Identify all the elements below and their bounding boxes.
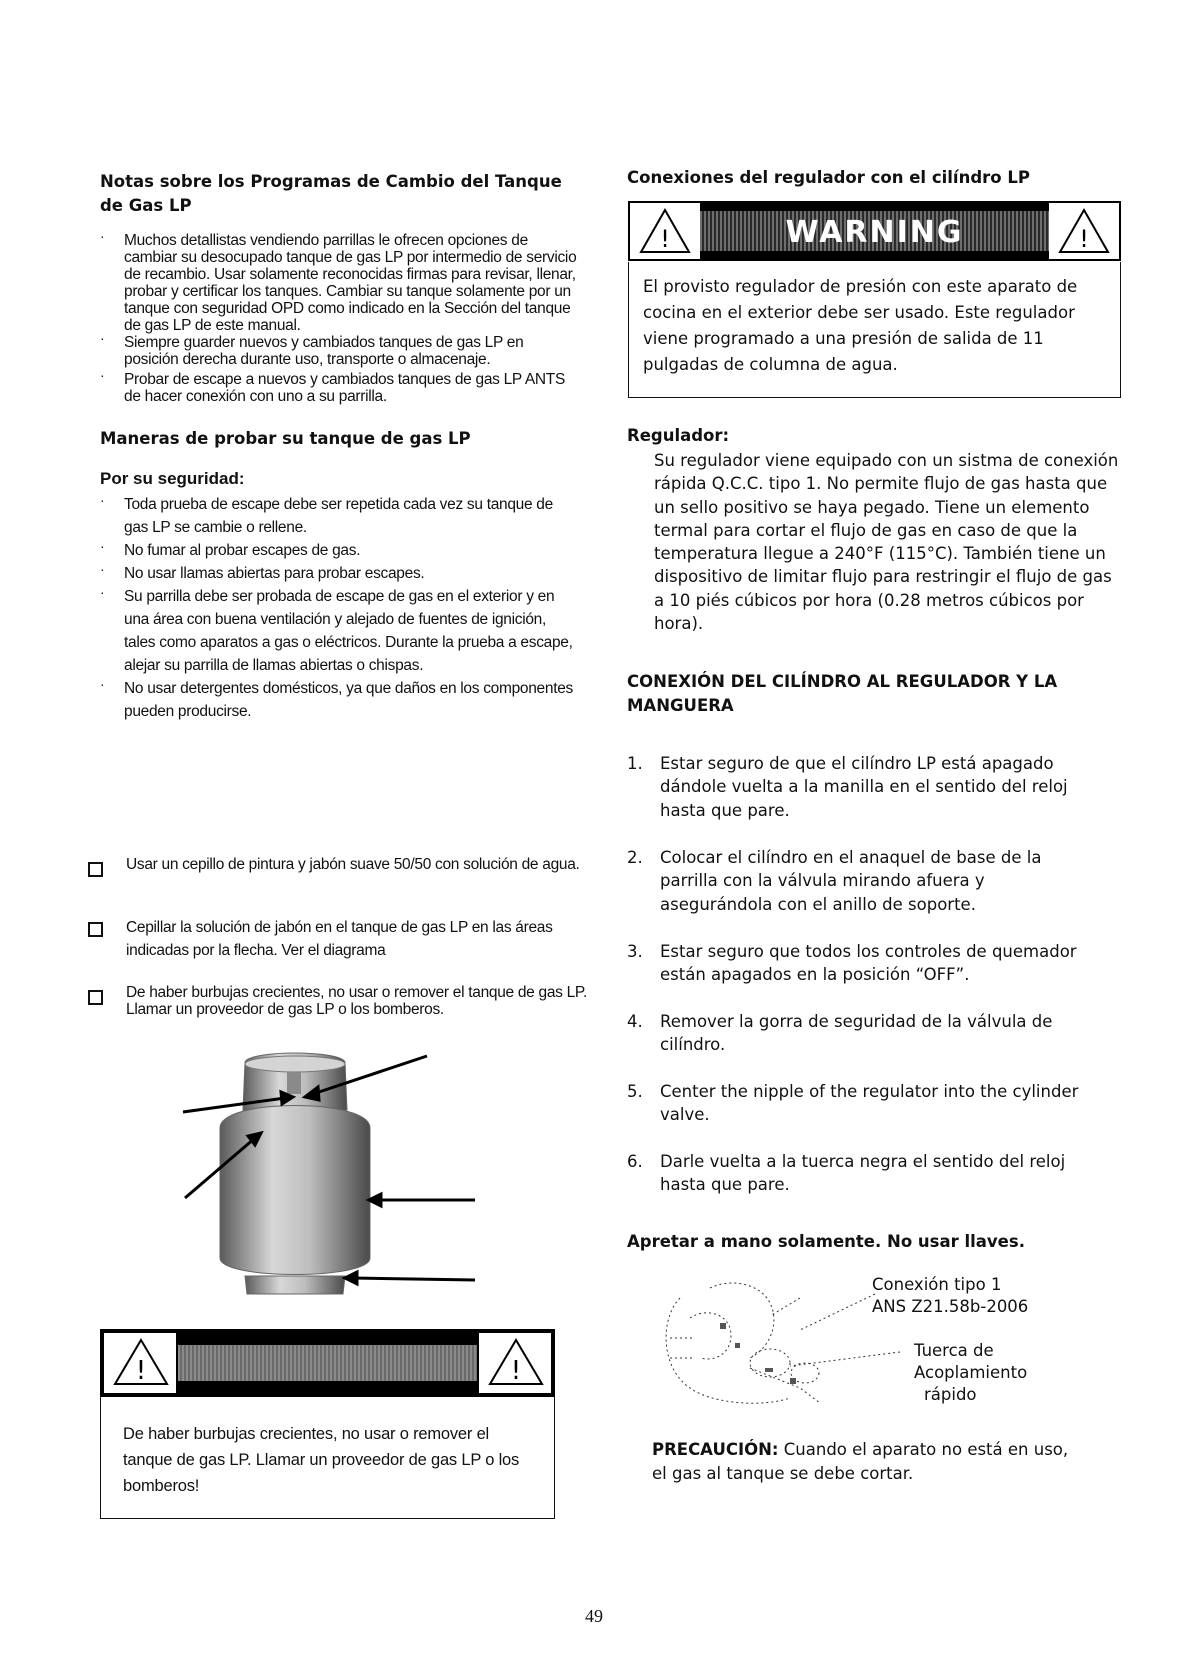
page-number: 49 (585, 1606, 603, 1626)
caution-text: Cuando el aparato no está en uso, el gas al tanque se debe cortar. (652, 1440, 1069, 1483)
step-number: 3. (627, 942, 643, 961)
diagram-label-line: Tuerca de (914, 1341, 994, 1360)
regulator-text: Su regulador viene equipado con un sistma de conexión rápida Q.C.C. tipo 1. No permite flujo de gas hasta que un sello positivo se haya pegado. Tiene un elemento termal para cortar el flujo de gas en caso de que la temperatura llegue a 240°F (115°C). También tiene un dispositivo de limitar flujo para restringir el flujo de gas a 10 piés cúbicos por hora (0.28 metros cúbicos por hora). (654, 451, 1119, 634)
safety-subheading: Por su seguridad: (100, 469, 245, 488)
propane-tank-icon (220, 1053, 370, 1294)
step-number: 2. (627, 848, 643, 867)
diagram-label-nut (914, 1340, 1027, 1406)
step-text: Center the nipple of the regulator into the cylinder valve. (660, 1082, 1079, 1125)
diagram-label-line: Acoplamiento (914, 1363, 1028, 1382)
warning-triangle-icon (479, 1333, 551, 1393)
warning-triangle-icon (104, 1333, 176, 1393)
test-heading: Maneras de probar su tanque de gas LP (100, 429, 471, 448)
checkbox-text: De haber burbujas crecientes, no usar o remover el tanque de gas LP. Llamar un proveedor de gas LP o los bomberos. (126, 984, 587, 1018)
warning-box (628, 262, 1121, 398)
list-item: · Muchos detallistas vendiendo parrillas le ofrecen opciones de cambiar su desocupado tanque de gas LP por intermedio de servicio de recambio. Usar solamente reconocidas firmas para revisar, llenar, probar y certificar los tanques. Cambiar su tanque solamente por un tanque con seguridad OPD como indicado en la Sección del tanque de gas LP de este manual. (100, 232, 580, 334)
step-text: Darle vuelta a la tuerca negra el sentido del reloj hasta que pare. (660, 1152, 1066, 1195)
step-text: Remover la gorra de seguridad de la válvula de cilíndro. (660, 1012, 1053, 1055)
regulator-title: Regulador: (627, 426, 730, 445)
step-number: 1. (627, 754, 643, 773)
warning-banner (628, 201, 1121, 261)
list-item: · Su parrilla debe ser probada de escape de gas en el exterior y en una área con buena ventilación y alejado de fuentes de ignición, tales como aparatos a gas o eléctricos. Durante la prueba a escape, alejar su parrilla de llamas abiertas o chispas. (100, 585, 580, 677)
hand-tight-note: Apretar a mano solamente. No usar llaves. (627, 1232, 1025, 1251)
propane-tank-diagram (175, 1048, 515, 1308)
warning-box-left (100, 1397, 555, 1519)
list-item: · No usar llamas abiertas para probar escapes. (100, 562, 580, 585)
arrow-head-icon (369, 1194, 381, 1206)
list-item: · Siempre guarder nuevos y cambiados tanques de gas LP en posición derecha durante uso, transporte o almacenaje. (100, 334, 580, 368)
diagram-label-connection (872, 1274, 1028, 1318)
step-text: Estar seguro de que el cilíndro LP está apagado dándole vuelta a la manilla en el sentido del reloj hasta que pare. (660, 754, 1068, 820)
warning-banner-left (100, 1329, 555, 1397)
warning-triangle-icon (1049, 203, 1119, 259)
step-number: 5. (627, 1082, 643, 1101)
diagram-label-line: rápido (924, 1385, 977, 1404)
checkbox-text: Usar un cepillo de pintura y jabón suave 50/50 con solución de agua. (126, 856, 580, 873)
caution-note (652, 1438, 1082, 1486)
list-item: · No usar detergentes domésticos, ya que daños en los componentes pueden producirse. (100, 677, 580, 723)
list-item: · No fumar al probar escapes de gas. (100, 539, 580, 562)
warning-triangle-icon (630, 203, 700, 259)
checkbox-icon (88, 862, 103, 877)
diagram-label-line: ANS Z21.58b-2006 (872, 1297, 1029, 1316)
left-column (100, 170, 580, 723)
svg-text:!: ! (510, 1356, 522, 1386)
step-number: 6. (627, 1152, 643, 1171)
caution-label: PRECAUCIÓN: (652, 1440, 779, 1459)
svg-text:!: ! (1079, 225, 1089, 253)
arrow-head-icon (345, 1272, 357, 1284)
svg-text:!: ! (660, 225, 670, 253)
diagram-label-line: Conexión tipo 1 (872, 1275, 1002, 1294)
notes-bullet-list (100, 232, 580, 405)
warning-text-left: De haber burbujas crecientes, no usar o remover el tanque de gas LP. Llamar un proveedor de gas LP o los bomberos! (123, 1425, 520, 1495)
step-text: Colocar el cilíndro en el anaquel de base de la parrilla con la válvula mirando afuera y asegurándola con el anillo de soporte. (660, 848, 1042, 914)
checkbox-icon (88, 922, 103, 937)
step-text: Estar seguro que todos los controles de quemador están apagados en la posición “OFF”. (660, 942, 1077, 985)
checkbox-icon (88, 990, 103, 1005)
svg-text:!: ! (135, 1356, 147, 1386)
regulator-connections-heading: Conexiones del regulador con el cilíndro LP (627, 168, 1030, 187)
warning-stripes (178, 1345, 477, 1381)
safety-bullet-list (100, 493, 580, 723)
warning-text: El provisto regulador de presión con este aparato de cocina en el exterior debe ser usado. Este regulador viene programado a una presión de salida de 11 pulgadas de columna de agua. (643, 277, 1078, 374)
connection-heading: CONEXIÓN DEL CILÍNDRO AL REGULADOR Y LA MANGUERA (627, 672, 1058, 715)
checkbox-text: Cepillar la solución de jabón en el tanque de gas LP en las áreas indicadas por la flecha. Ver el diagrama (126, 919, 553, 959)
warning-word: WARNING (785, 215, 964, 250)
list-item: · Toda prueba de escape debe ser repetida cada vez su tanque de gas LP se cambie o rellene. (100, 493, 580, 539)
list-item: · Probar de escape a nuevos y cambiados tanques de gas LP ANTS de hacer conexión con uno a su parrilla. (100, 371, 580, 405)
step-number: 4. (627, 1012, 643, 1031)
arrow-foot (353, 1278, 475, 1280)
notes-heading: Notas sobre los Programas de Cambio del Tanque de Gas LP (100, 172, 562, 215)
